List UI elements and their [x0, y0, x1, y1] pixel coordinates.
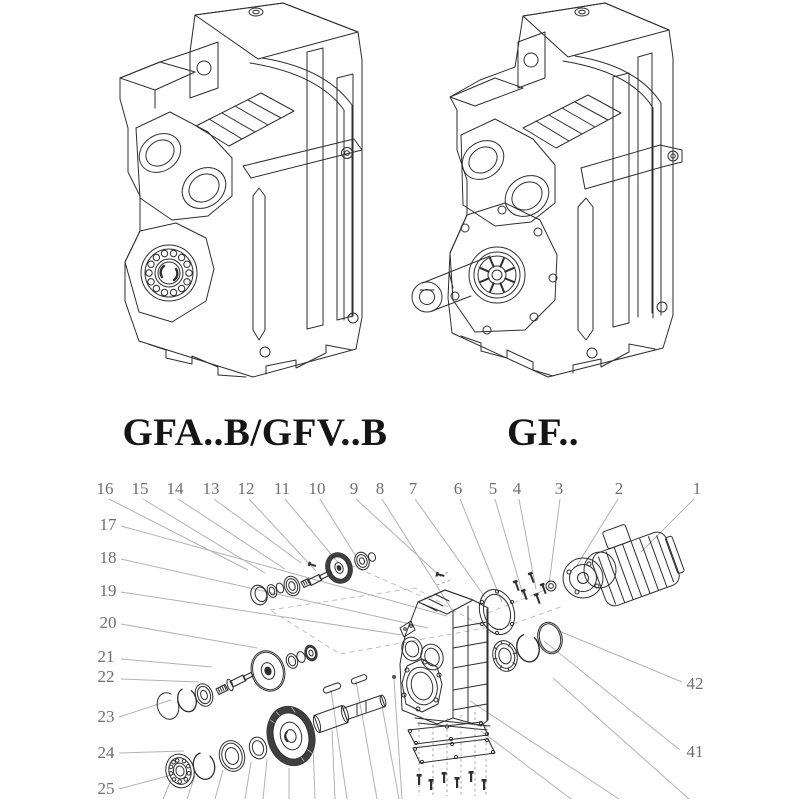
mounting-ear — [581, 145, 682, 189]
gasket-plates — [408, 721, 495, 763]
part-number-19: 19 — [99, 581, 117, 600]
housing-body — [120, 3, 362, 377]
assembly-guide-lines — [270, 565, 563, 654]
input-gear — [321, 549, 356, 587]
housing-body — [448, 3, 673, 377]
part-number-17: 17 — [99, 515, 117, 534]
gear-housing — [399, 590, 490, 730]
splined-shaft — [216, 673, 253, 695]
side-straps — [587, 53, 667, 358]
part-number-24: 24 — [97, 743, 115, 762]
part-number-20: 20 — [99, 613, 117, 632]
gearbox-drawing-gf — [405, 0, 715, 400]
motor-assembly — [563, 510, 688, 608]
output-gear — [261, 701, 322, 771]
part-number-8: 8 — [375, 479, 385, 498]
caption-gf: GF.. — [506, 411, 580, 454]
part-number-15: 15 — [131, 479, 149, 498]
bearing — [282, 574, 303, 598]
cooling-fins — [523, 95, 621, 148]
part-number-11: 11 — [273, 479, 291, 498]
input-flange-ring — [474, 585, 521, 639]
part-number-9: 9 — [349, 479, 359, 498]
shaft-key-2 — [351, 674, 368, 685]
output-side-bearing — [489, 638, 520, 674]
mounting-feet — [461, 336, 655, 376]
exploded-parts-diagram — [85, 478, 710, 800]
part-number-12: 12 — [237, 479, 255, 498]
output-shaft — [312, 695, 387, 733]
part-number-14: 14 — [166, 479, 184, 498]
gearbox-drawing-gfab-gfv — [100, 0, 410, 400]
part-number-7: 7 — [408, 479, 418, 498]
second-stage-gear — [246, 646, 290, 695]
cooling-fins — [196, 93, 294, 146]
part-number-5: 5 — [488, 479, 498, 498]
bearing-small — [352, 550, 371, 572]
part-number-3: 3 — [554, 479, 564, 498]
end-cap — [248, 583, 270, 607]
oil-dipstick — [578, 198, 593, 340]
part-number-21: 21 — [97, 647, 115, 666]
oil-seal — [216, 738, 248, 774]
part-number-1: 1 — [692, 479, 702, 498]
oil-dipstick — [253, 188, 265, 340]
output-flange — [450, 203, 557, 334]
output-bearing — [125, 223, 214, 322]
motor-body — [583, 510, 687, 608]
motor-flange — [563, 552, 616, 598]
part-number-4: 4 — [512, 479, 522, 498]
part-number-42: 42 — [686, 674, 704, 693]
part-number-13: 13 — [202, 479, 220, 498]
part-number-2: 2 — [614, 479, 624, 498]
ball-bearing — [162, 751, 198, 791]
shaft-key-1 — [323, 682, 342, 694]
part-number-25: 25 — [97, 779, 115, 798]
part-number-10: 10 — [308, 479, 326, 498]
washer — [247, 735, 269, 761]
part-number-18: 18 — [99, 548, 117, 567]
part-number-23: 23 — [97, 707, 115, 726]
mounting-feet — [148, 344, 352, 377]
caption-gfab-gfv: GFA..B/GFV..B — [122, 411, 388, 454]
housing-bolts — [417, 572, 487, 790]
part-number-41: 41 — [686, 742, 704, 761]
input-bore-bosses — [132, 112, 234, 220]
output-shaft-group — [162, 674, 387, 791]
part-number-6: 6 — [453, 479, 463, 498]
plug-part — [546, 581, 556, 591]
part-number-16: 16 — [96, 479, 114, 498]
part-number-22: 22 — [97, 667, 115, 686]
